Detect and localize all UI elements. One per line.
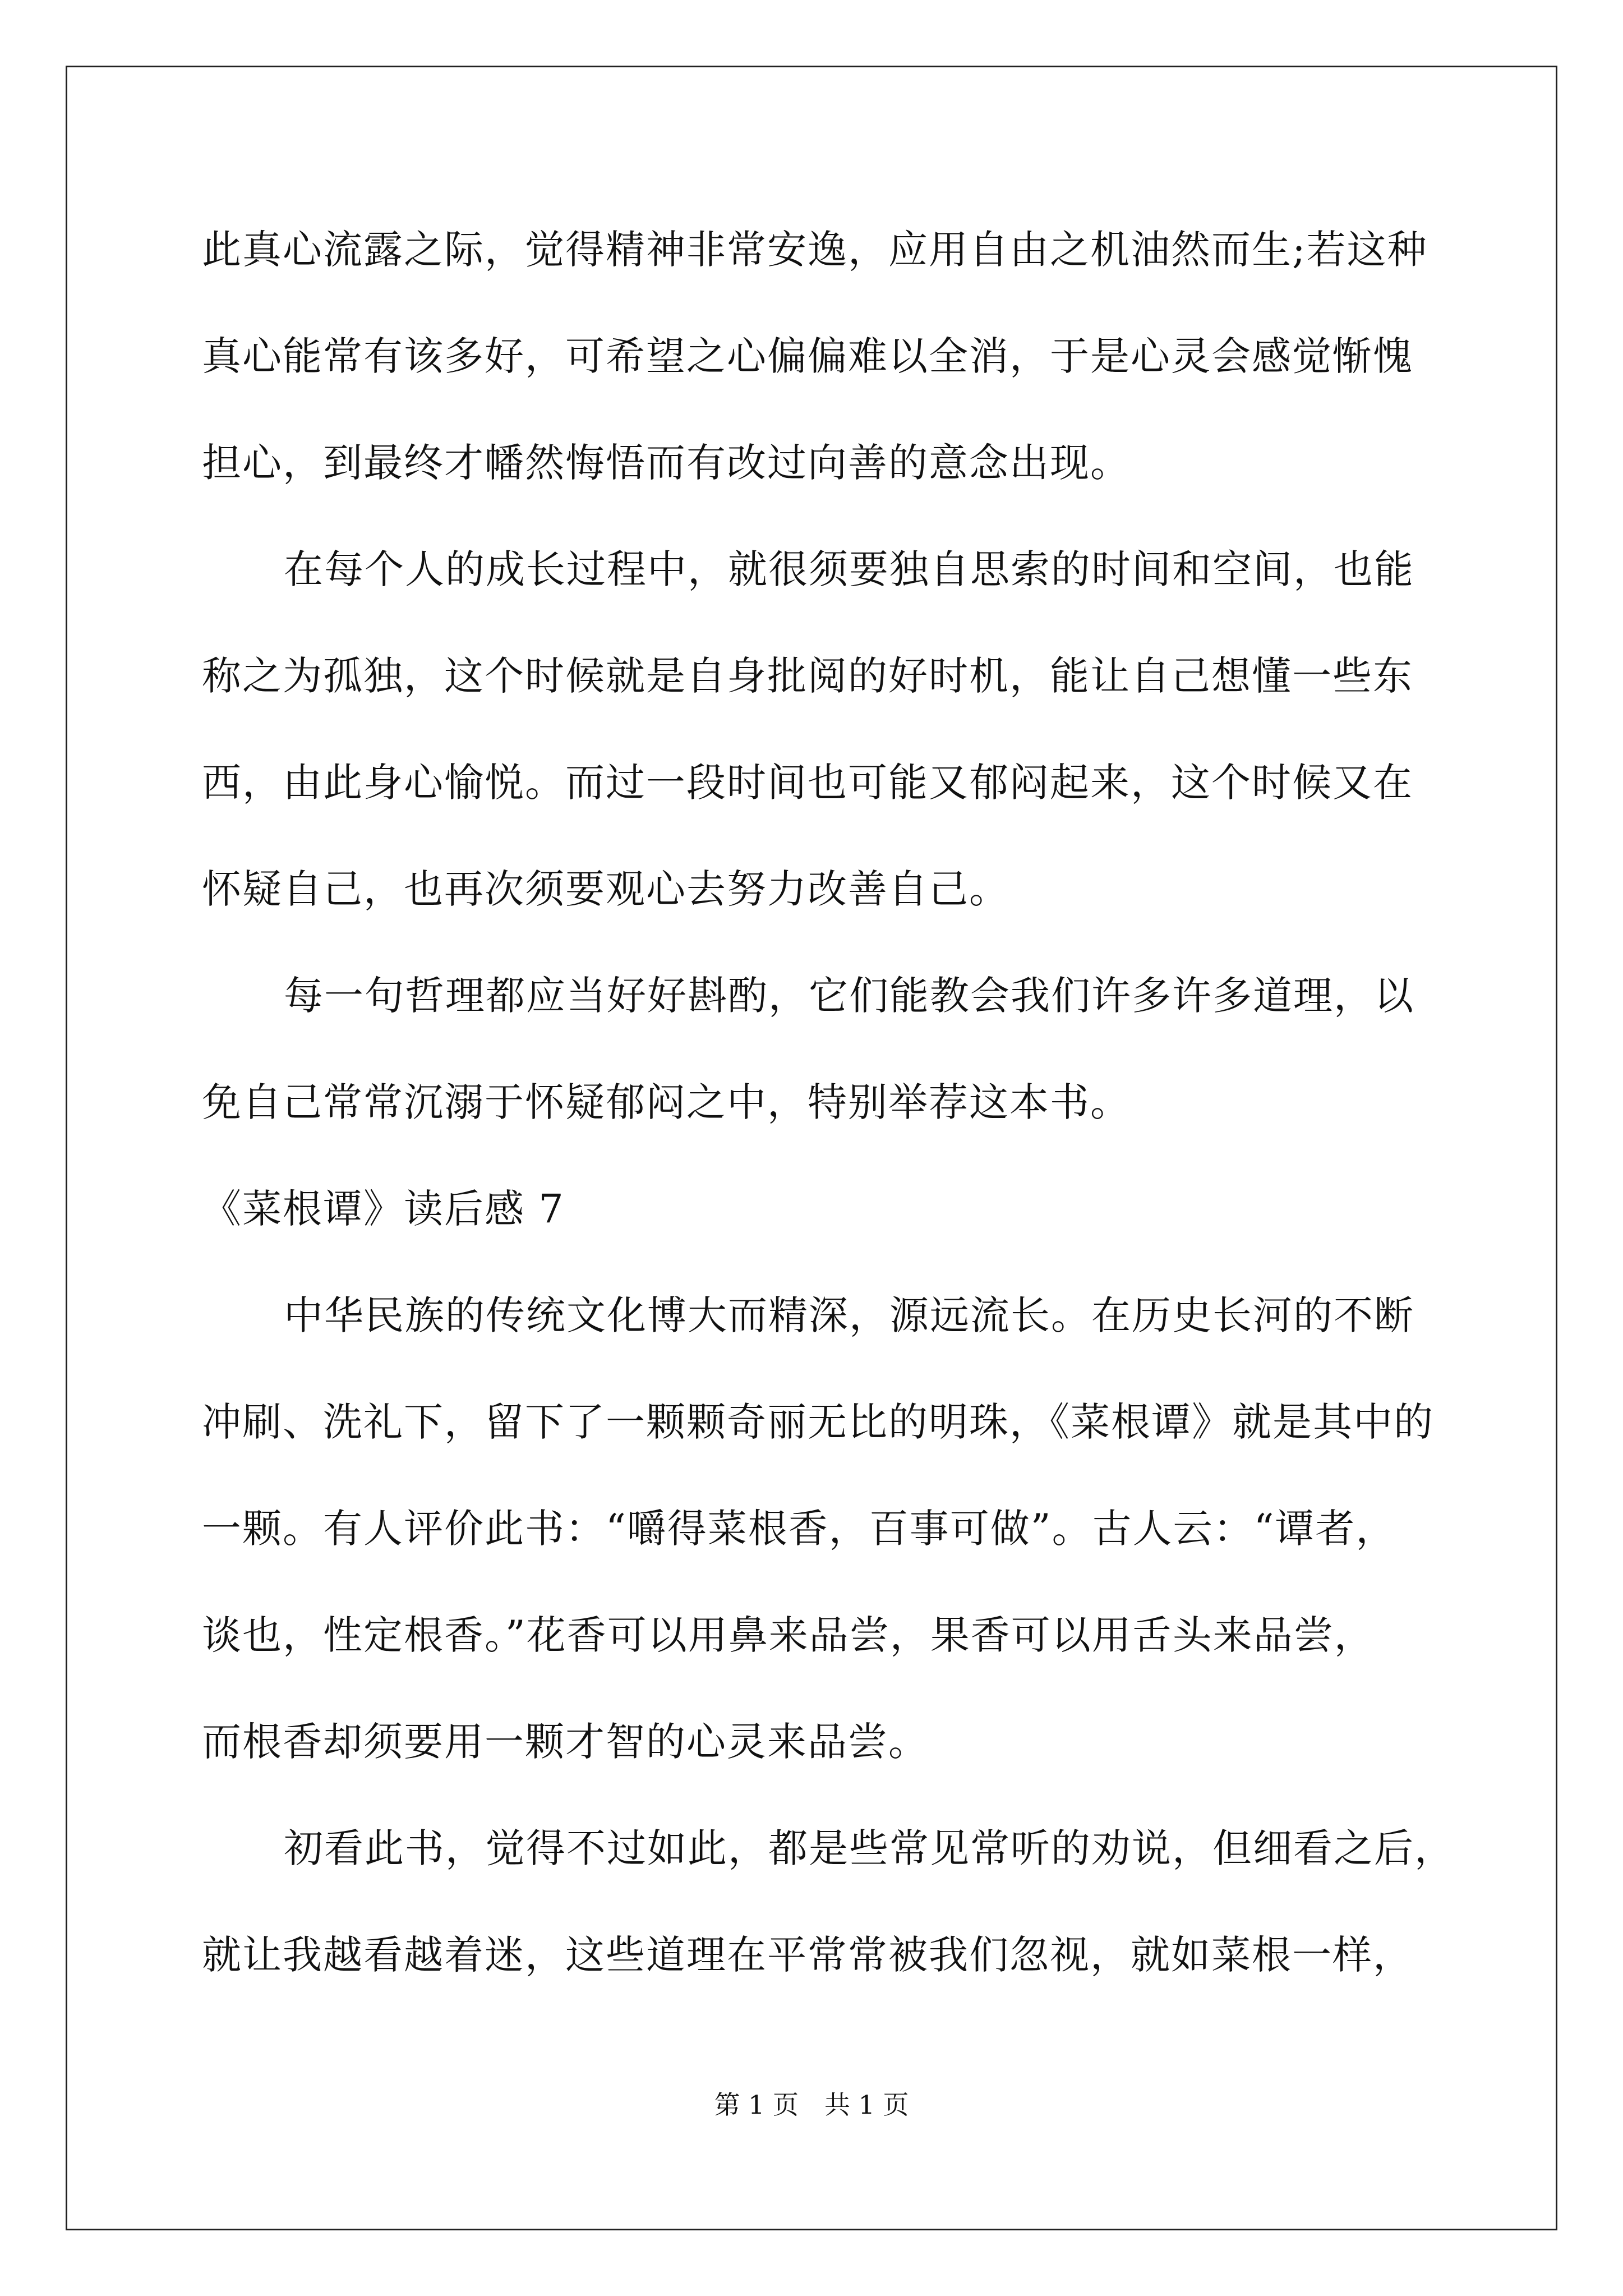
- text-line: 就让我越看越着迷，这些道理在平常常被我们忽视，就如菜根一样，: [202, 1932, 1413, 1978]
- text-line: 而根香却须要用一颗才智的心灵来品尝。: [202, 1719, 929, 1765]
- text-line: 每一句哲理都应当好好斟酌，它们能教会我们许多许多道理，以: [284, 973, 1414, 1019]
- text-line: 初看此书，觉得不过如此，都是些常见常听的劝说，但细看之后，: [284, 1825, 1455, 1871]
- section-heading: 《菜根谭》读后感 7: [202, 1186, 565, 1232]
- text-line: 此真心流露之际，觉得精神非常安逸，应用自由之机油然而生;若这种: [202, 227, 1428, 273]
- text-line: 谈也，性定根香。”花香可以用鼻来品尝，果香可以用舌头来品尝，: [202, 1612, 1375, 1658]
- text-line: 真心能常有该多好，可希望之心偏偏难以全消，于是心灵会感觉惭愧: [202, 333, 1413, 379]
- text-line: 在每个人的成长过程中，就很须要独自思索的时间和空间，也能: [284, 546, 1414, 592]
- text-line: 一颗。有人评价此书：“嚼得菜根香，百事可做”。古人云：“谭者，: [202, 1506, 1396, 1552]
- text-line: 担心，到最终才幡然悔悟而有改过向善的意念出现。: [202, 440, 1131, 486]
- total-pages: 共 1 页: [824, 2090, 909, 2120]
- text-line: 冲刷、洗礼下，留下了一颗颗奇丽无比的明珠，《菜根谭》就是其中的: [202, 1399, 1434, 1445]
- text-line: 怀疑自己，也再次须要观心去努力改善自己。: [202, 866, 1009, 912]
- page-number: 第 1 页: [714, 2090, 799, 2120]
- text-line: 称之为孤独，这个时候就是自身批阅的好时机，能让自己想懂一些东: [202, 653, 1413, 699]
- text-line: 西，由此身心愉悦。而过一段时间也可能又郁闷起来，这个时候又在: [202, 760, 1413, 806]
- text-line: 免自己常常沉溺于怀疑郁闷之中，特别举荐这本书。: [202, 1079, 1131, 1125]
- document-body: [202, 208, 1455, 2019]
- page-footer: [0, 2088, 1623, 2122]
- text-line: 中华民族的传统文化博大而精深，源远流长。在历史长河的不断: [284, 1292, 1414, 1338]
